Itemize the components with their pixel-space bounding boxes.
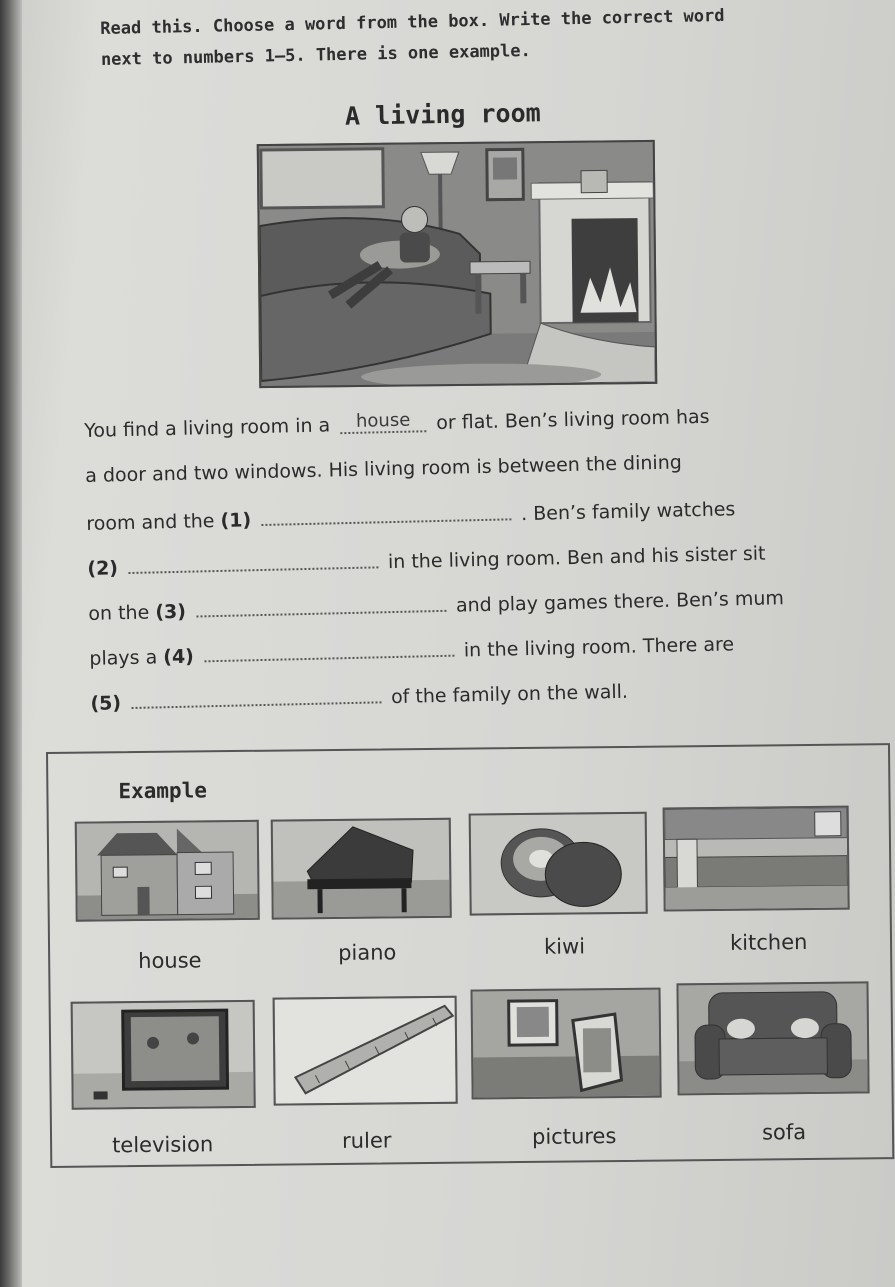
passage-text: in the living room. Ben and his sister sit (387, 542, 766, 574)
passage-text: or flat. Ben’s living room has (436, 405, 710, 435)
television-picture (71, 1000, 256, 1110)
word-kiwi: kiwi (543, 934, 586, 959)
living-room-illustration (257, 140, 658, 388)
word-pictures: pictures (531, 1124, 617, 1149)
house-picture (75, 820, 260, 922)
answer-blank-3[interactable] (196, 592, 446, 618)
word-house: house (138, 948, 202, 974)
passage-text: room and the (86, 510, 215, 535)
passage-text: You find a living room in a (84, 414, 331, 442)
passage-text: of the family on the wall. (390, 680, 629, 709)
instructions-line-2: next to numbers 1–5. There is one example. (100, 40, 531, 70)
word-piano: piano (337, 940, 397, 965)
word-ruler: ruler (341, 1128, 392, 1153)
answer-blank-5[interactable] (131, 683, 381, 709)
reading-passage (84, 404, 811, 735)
example-answer-blank (340, 409, 426, 434)
ruler-picture (273, 996, 458, 1106)
question-number-3: (3) (155, 600, 187, 624)
kiwi-picture (469, 812, 648, 916)
instructions-line-1: Read this. Choose a word from the box. Write the correct word (100, 5, 725, 39)
word-television: television (111, 1132, 214, 1158)
question-number-1: (1) (220, 509, 252, 532)
example-label: Example (118, 778, 208, 804)
page-fold-shadow (0, 0, 22, 1287)
passage-text: plays a (89, 646, 158, 670)
passage-text: and play games there. Ben’s mum (455, 587, 785, 617)
passage-text: . Ben’s family watches (520, 498, 736, 526)
question-number-4: (4) (163, 645, 195, 669)
passage-text: a door and two windows. His living room is between the dining (85, 451, 683, 487)
answer-blank-4[interactable] (204, 637, 454, 663)
word-kitchen: kitchen (729, 930, 808, 955)
passage-text: in the living room. There are (463, 633, 735, 662)
kitchen-picture (663, 806, 850, 912)
sofa-picture (676, 981, 869, 1095)
answer-blank-2[interactable] (128, 548, 378, 574)
question-number-2: (2) (87, 557, 119, 580)
question-number-5: (5) (90, 692, 122, 715)
page-title: A living room (344, 98, 541, 131)
word-box (46, 743, 894, 1168)
passage-text: on the (88, 601, 150, 625)
pictures-picture (471, 988, 662, 1100)
word-sofa: sofa (761, 1120, 807, 1145)
instructions (100, 0, 801, 76)
answer-blank-1[interactable] (261, 500, 511, 526)
example-answer: house (355, 409, 411, 432)
piano-picture (271, 818, 452, 920)
